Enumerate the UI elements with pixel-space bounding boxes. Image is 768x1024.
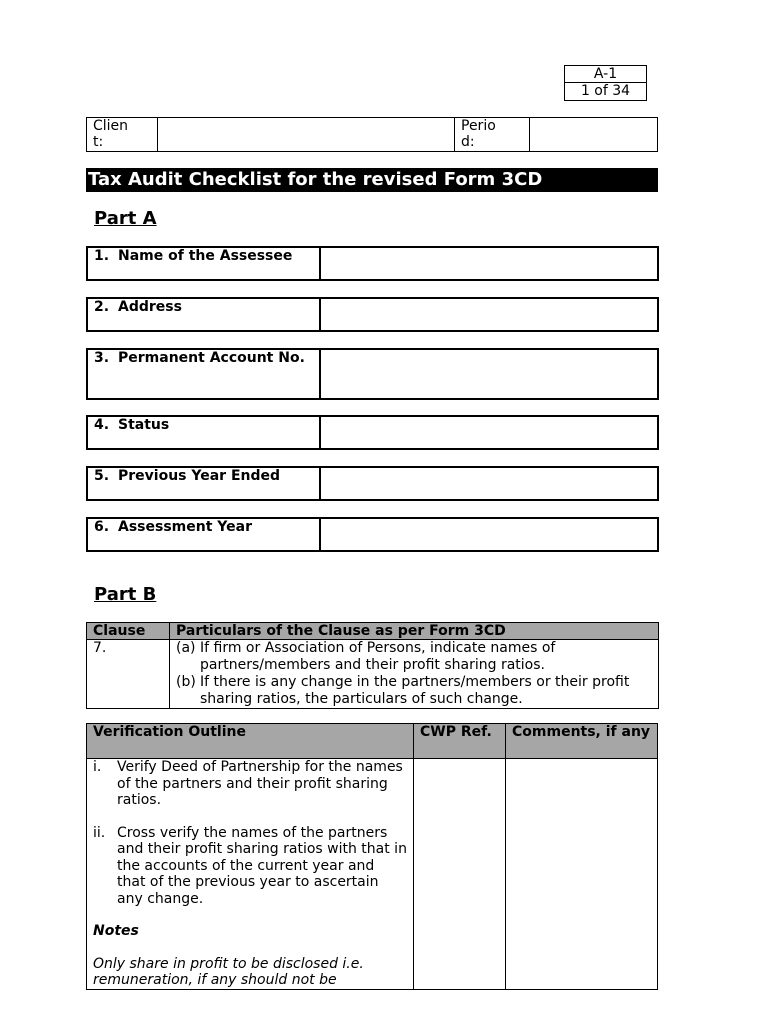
client-label: Clien t:: [87, 118, 158, 151]
clause-particulars: [170, 640, 659, 709]
clause-item-text: If firm or Association of Persons, indicate names of partners/members and their profit sharing ratios.: [200, 640, 556, 673]
field-number: 2.: [94, 299, 110, 315]
comments-cell[interactable]: [506, 759, 658, 990]
assessment-year-field[interactable]: [321, 519, 657, 550]
field-label-text: Name of the Assessee: [118, 248, 293, 264]
field-label-text: Status: [118, 417, 170, 433]
address-field[interactable]: [321, 299, 657, 330]
field-number: 4.: [94, 417, 110, 433]
step-text: Cross verify the names of the partners and their profit sharing ratios with that in the accounts of the current year and that of the previous year to ascertain any change.: [117, 824, 407, 907]
period-field[interactable]: [530, 118, 657, 151]
previous-year-field[interactable]: [321, 468, 657, 499]
clause-header: Clause: [87, 623, 170, 640]
field-label: [88, 417, 321, 448]
particulars-header: Particulars of the Clause as per Form 3CD: [170, 623, 659, 640]
client-field[interactable]: [158, 118, 455, 151]
notes-text: Only share in profit to be disclosed i.e. remuneration, if any should not be: [93, 955, 364, 988]
assessee-name-field[interactable]: [321, 248, 657, 279]
field-number: 3.: [94, 350, 110, 366]
cwp-ref-cell[interactable]: [414, 759, 506, 990]
field-row-status: [86, 415, 659, 450]
field-label: [88, 468, 321, 499]
field-number: 1.: [94, 248, 110, 264]
client-period-row: [86, 117, 658, 152]
clause-item: [176, 640, 652, 674]
clause-item-mark: (b): [176, 674, 196, 690]
period-label: Perio d:: [455, 118, 530, 151]
clause-item-text: If there is any change in the partners/members or their profit sharing ratios, the particulars of such change.: [200, 674, 630, 707]
field-row-pan: [86, 348, 659, 400]
field-label-text: Address: [118, 299, 182, 315]
field-label-text: Previous Year Ended: [118, 468, 281, 484]
pan-field[interactable]: [321, 350, 657, 398]
field-label-text: Permanent Account No.: [118, 350, 305, 366]
verification-table: [86, 723, 658, 990]
verification-step: [93, 759, 407, 809]
clause-number: 7.: [87, 640, 170, 709]
field-label: [88, 519, 321, 550]
part-b-heading: Part B: [94, 584, 157, 605]
field-number: 5.: [94, 468, 110, 484]
field-number: 6.: [94, 519, 110, 535]
part-a-heading: Part A: [94, 208, 157, 229]
step-mark: i.: [93, 759, 102, 775]
field-label: [88, 299, 321, 330]
notes-heading: Notes: [93, 923, 139, 939]
page-counter: 1 of 34: [564, 83, 647, 101]
step-mark: ii.: [93, 824, 106, 841]
clause-item-mark: (a): [176, 640, 196, 656]
verification-outline-header: Verification Outline: [87, 724, 414, 759]
reference-code: A-1: [564, 65, 647, 83]
field-row-previous-year: [86, 466, 659, 501]
field-label-text: Assessment Year: [118, 519, 252, 535]
field-label: [88, 248, 321, 279]
field-row-assessee-name: [86, 246, 659, 281]
step-text: Verify Deed of Partnership for the names of the partners and their profit sharing ratios.: [117, 759, 403, 808]
status-field[interactable]: [321, 417, 657, 448]
clause-item: [176, 674, 652, 708]
field-row-assessment-year: [86, 517, 659, 552]
clause-table: [86, 622, 659, 709]
field-row-address: [86, 297, 659, 332]
verification-step: [93, 825, 407, 908]
document-title: Tax Audit Checklist for the revised Form 3CD: [86, 168, 658, 192]
verification-outline-cell: [87, 759, 414, 990]
cwp-ref-header: CWP Ref.: [414, 724, 506, 759]
field-label: [88, 350, 321, 398]
comments-header: Comments, if any: [506, 724, 658, 759]
